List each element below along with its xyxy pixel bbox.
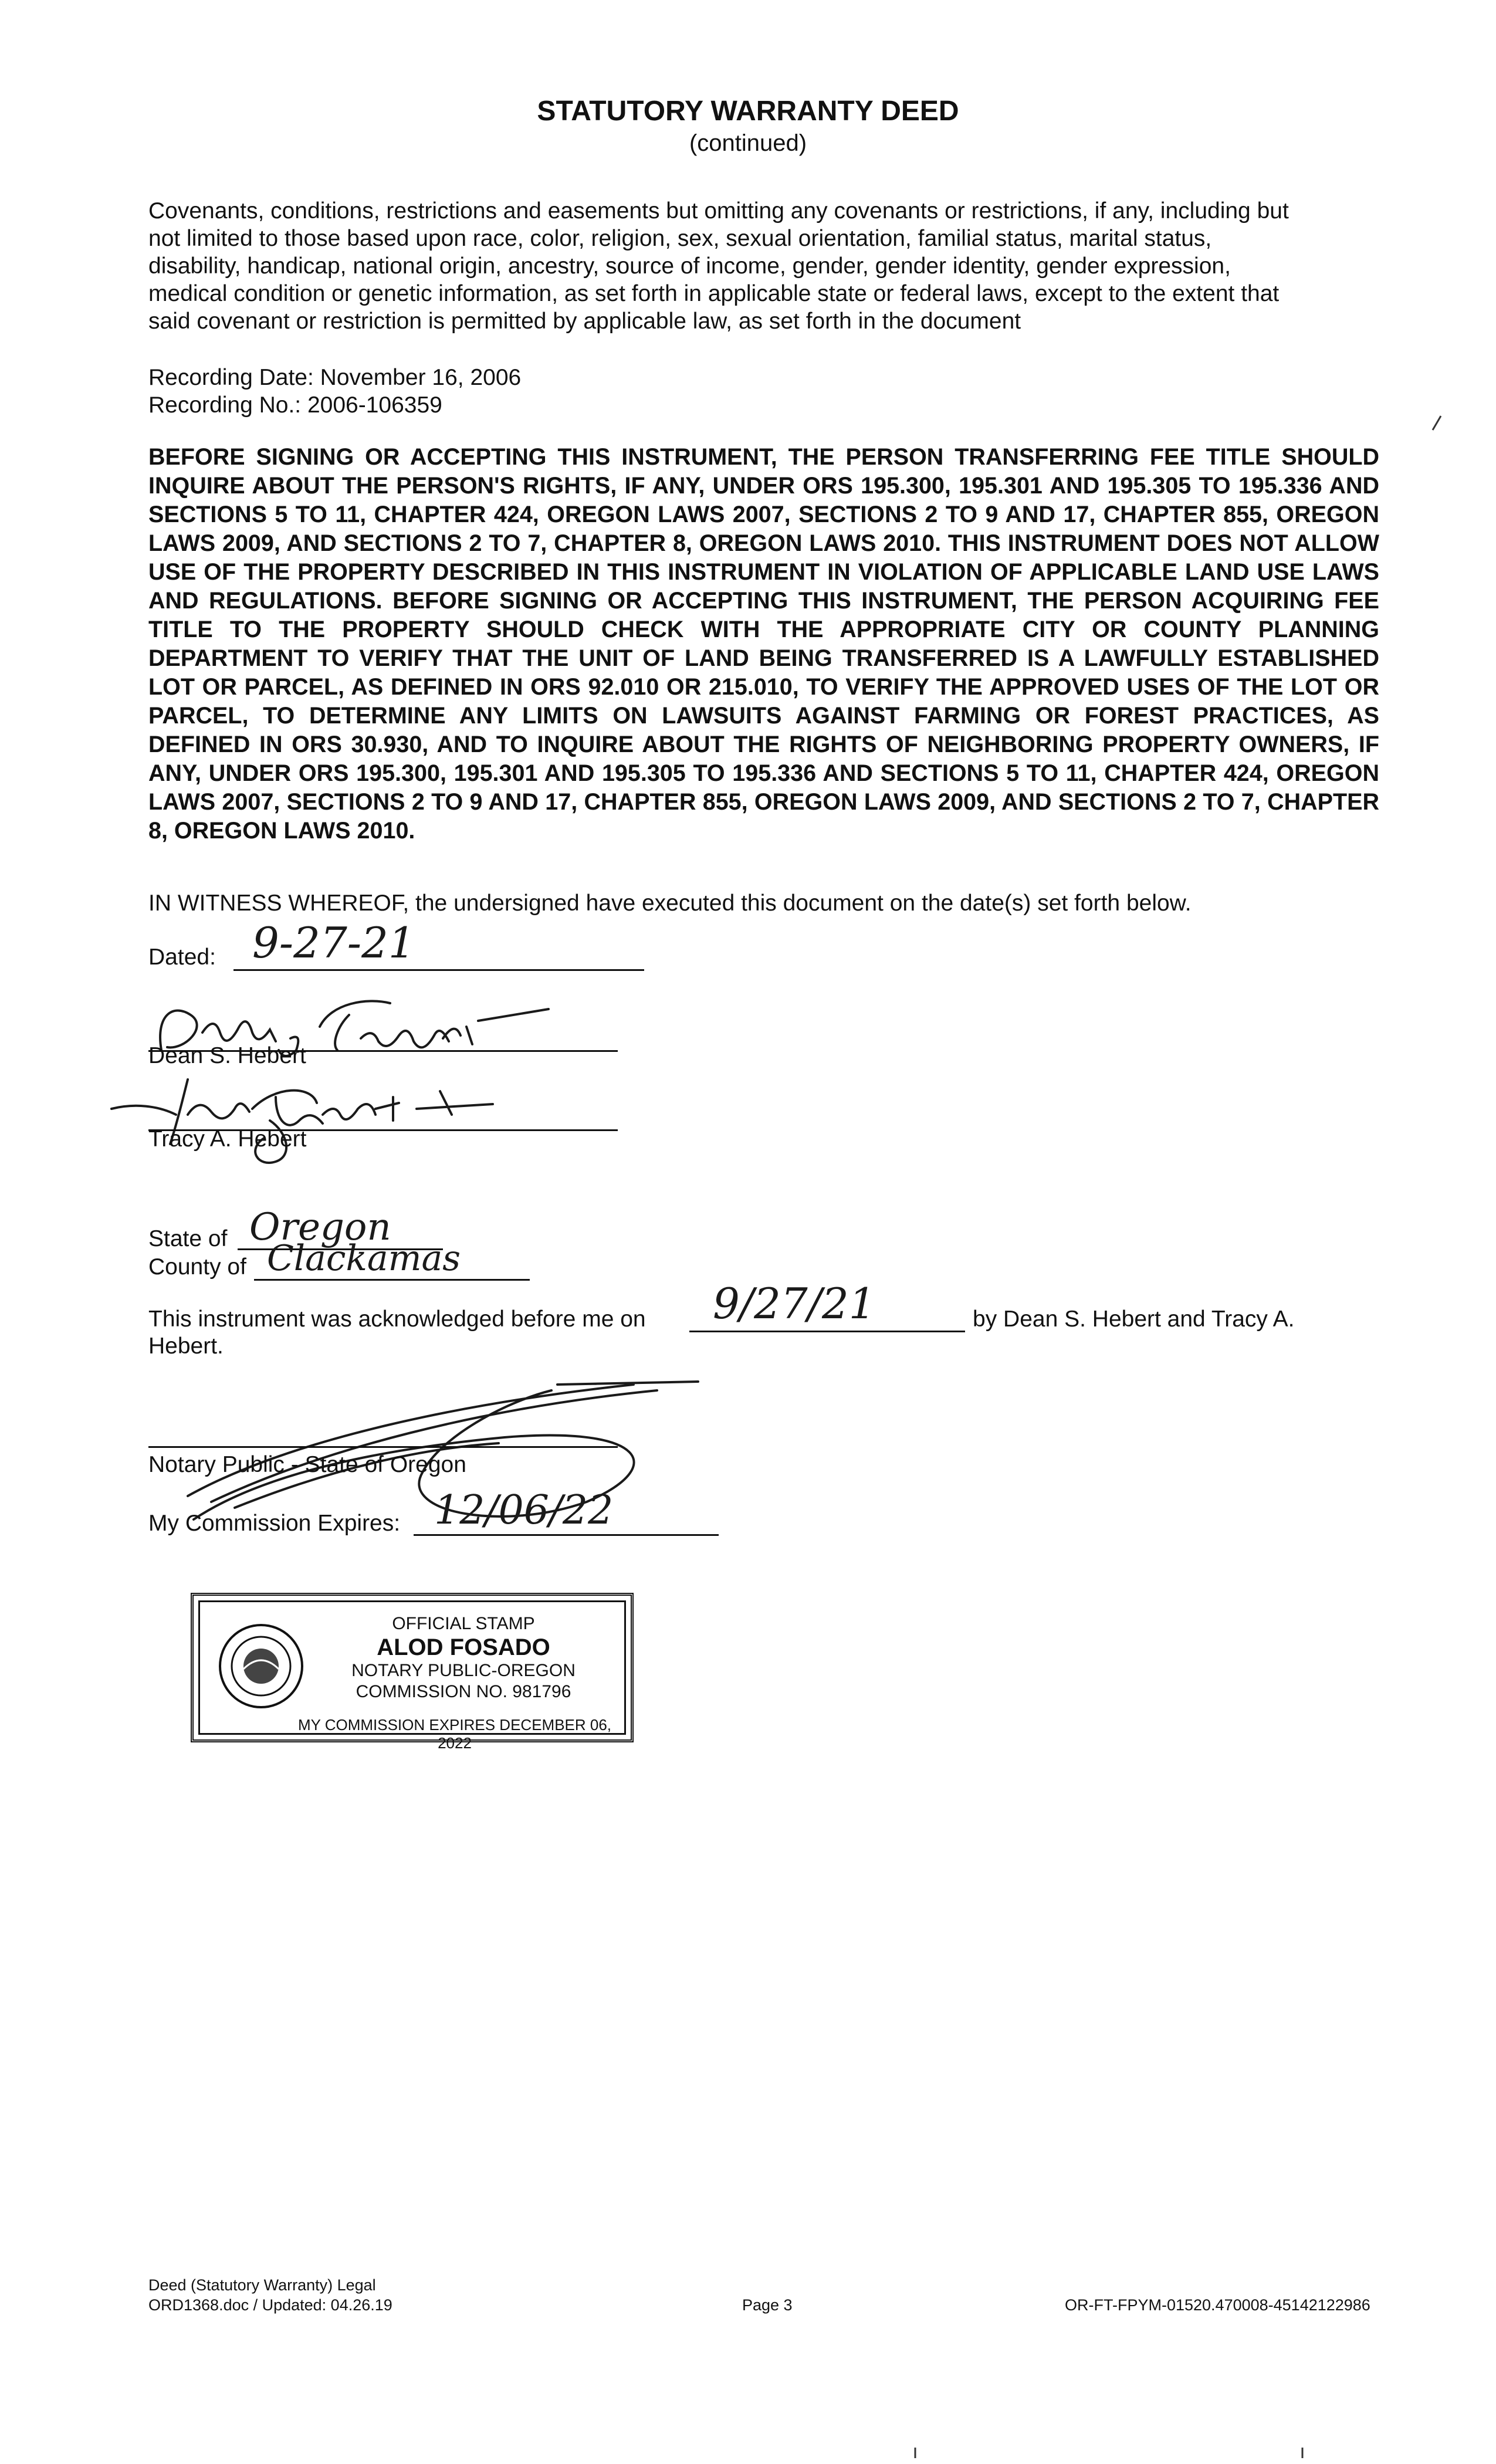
notary-title: Notary Public - State of Oregon (148, 1452, 466, 1477)
commission-handwritten: 12/06/22 (434, 1487, 614, 1534)
stamp-line-4: COMMISSION NO. 981796 (356, 1682, 571, 1701)
ack-date-handwritten: 9/27/21 (713, 1279, 876, 1328)
dated-label: Dated: (148, 945, 216, 970)
stamp-line-3: NOTARY PUBLIC-OREGON (351, 1661, 576, 1680)
covenants-paragraph (148, 197, 1380, 335)
stray-mark (1431, 414, 1443, 431)
statutory-warning: BEFORE SIGNING OR ACCEPTING THIS INSTRUMENT, THE PERSON TRANSFERRING FEE TITLE SHOULD INQUIRE ABOUT THE PERSON'S RIGHTS, IF ANY, UNDER ORS 195.300, 195.301 AND 195.305 TO 195.336 AND SECTIONS 5 TO 11, CHAPTER 424, OREGON LAWS 2007, SECTIONS 2 TO 9 AND 17, CHAPTER 855, OREGON LAWS 2009, AND SECTIONS 2 TO 7, CHAPTER 8, OREGON LAWS 2010. THIS INSTRUMENT DOES NOT ALLOW USE OF THE PROPERTY DESCRIBED IN THIS INSTRUMENT IN VIOLATION OF APPLICABLE LAND USE LAWS AND REGULATIONS. BEFORE SIGNING OR ACCEPTING THIS INSTRUMENT, THE PERSON ACQUIRING FEE TITLE TO THE PROPERTY SHOULD CHECK WITH THE APPROPRIATE CITY OR COUNTY PLANNING DEPARTMENT TO VERIFY THAT THE UNIT OF LAND BEING TRANSFERRED IS A LAWFULLY ESTABLISHED LOT OR PARCEL, AS DEFINED IN ORS 92.010 OR 215.010, TO VERIFY THE APPROVED USES OF THE LOT OR PARCEL, TO DETERMINE ANY LIMITS ON LAWSUITS AGAINST FARMING OR FOREST PRACTICES, AS DEFINED IN ORS 30.930, AND TO INQUIRE ABOUT THE RIGHTS OF NEIGHBORING PROPERTY OWNERS, IF ANY, UNDER ORS 195.300, 195.301 AND 195.305 TO 195.336 AND SECTIONS 5 TO 11, CHAPTER 424, OREGON LAWS 2007, SECTIONS 2 TO 9 AND 17, CHAPTER 855, OREGON LAWS 2009, AND SECTIONS 2 TO 7, CHAPTER 8, OREGON LAWS 2010. (148, 444, 1379, 844)
signer-name-1: Dean S. Hebert (148, 1043, 306, 1068)
ack-date-line (689, 1331, 965, 1332)
stamp-line-1: OFFICIAL STAMP (392, 1614, 535, 1633)
covenants-line: medical condition or genetic information, as set forth in applicable state or federal laws, except to the extent that (148, 281, 1280, 306)
covenants-line: said covenant or restriction is permitted by applicable law, as set forth in the document (148, 309, 1021, 334)
footer-doc-file: ORD1368.doc / Updated: 04.26.19 (148, 2296, 392, 2314)
ack-prefix: This instrument was acknowledged before me on (148, 1307, 646, 1332)
state-seal-icon (217, 1622, 305, 1710)
footer-doc-type: Deed (Statutory Warranty) Legal (148, 2276, 376, 2294)
stamp-line-5: MY COMMISSION EXPIRES DECEMBER 06, 2022 (297, 1716, 612, 1752)
ack-suffix: by Dean S. Hebert and Tracy A. (973, 1307, 1295, 1332)
footer-order-id: OR-FT-FPYM-01520.470008-45142122986 (1065, 2296, 1370, 2314)
recording-info (148, 364, 1380, 419)
witness-statement: IN WITNESS WHEREOF, the undersigned have executed this document on the date(s) set forth below. (148, 891, 1192, 916)
state-label: State of (148, 1226, 228, 1251)
page-subtitle: (continued) (689, 130, 807, 156)
county-line (254, 1279, 530, 1281)
footer-left (148, 2275, 392, 2315)
page-title: STATUTORY WARRANTY DEED (537, 96, 959, 127)
county-handwritten: Clackamas (267, 1238, 461, 1279)
notary-signature-line (148, 1446, 618, 1448)
state-handwritten: Oregon (249, 1206, 391, 1249)
covenants-line: disability, handicap, national origin, ancestry, source of income, gender, gender identity, gender expression, (148, 253, 1231, 279)
covenants-line: Covenants, conditions, restrictions and easements but omitting any covenants or restrictions, if any, including but (148, 198, 1289, 224)
scan-marks (915, 2446, 1326, 2461)
covenants-line: not limited to those based upon race, color, religion, sex, sexual orientation, familial status, marital status, (148, 226, 1212, 251)
footer-page-number: Page 3 (742, 2296, 793, 2314)
recording-date: Recording Date: November 16, 2006 (148, 365, 522, 390)
county-label: County of (148, 1254, 246, 1280)
official-stamp (191, 1593, 634, 1752)
ack-suffix-line2: Hebert. (148, 1333, 224, 1359)
signer-name-2: Tracy A. Hebert (148, 1126, 307, 1152)
commission-line (414, 1534, 719, 1536)
dated-handwritten: 9-27-21 (252, 918, 415, 967)
stamp-line-2: ALOD FOSADO (377, 1634, 550, 1660)
dated-line (233, 969, 644, 971)
recording-number: Recording No.: 2006-106359 (148, 392, 442, 418)
commission-label: My Commission Expires: (148, 1511, 401, 1536)
